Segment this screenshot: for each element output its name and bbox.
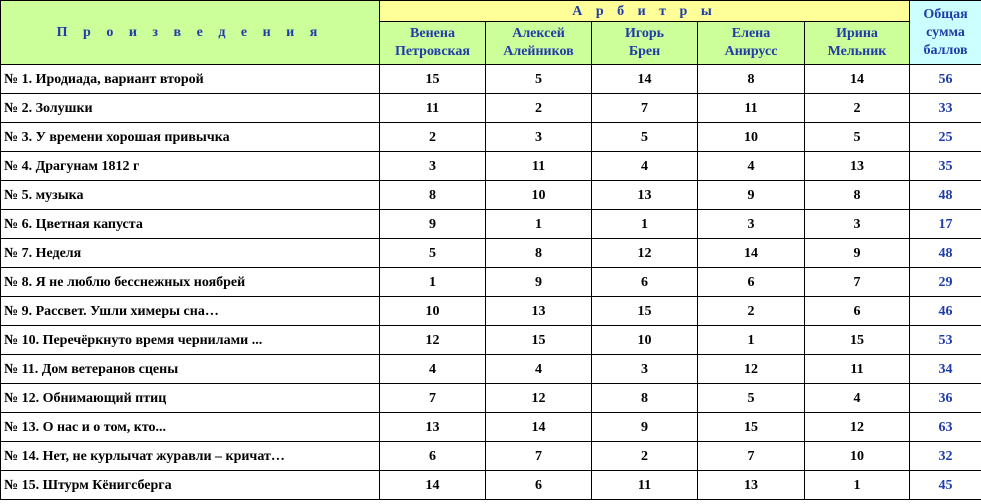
table-row [1, 181, 981, 210]
score-cell: 7 [592, 94, 698, 123]
judge-header-bren [592, 22, 698, 65]
total-score-cell: 34 [910, 355, 981, 384]
table-row [1, 94, 981, 123]
score-cell: 4 [805, 384, 910, 413]
score-cell: 5 [592, 123, 698, 152]
table-row [1, 442, 981, 471]
score-cell: 2 [380, 123, 486, 152]
work-title-cell: № 8. Я не люблю бесснежных ноябрей [1, 268, 380, 297]
score-cell: 14 [805, 65, 910, 94]
work-title-cell: № 11. Дом ветеранов сцены [1, 355, 380, 384]
score-cell: 13 [698, 471, 805, 500]
judge-header-melnik [805, 22, 910, 65]
score-cell: 13 [380, 413, 486, 442]
score-cell: 15 [592, 297, 698, 326]
score-cell: 11 [592, 471, 698, 500]
work-title-cell: № 10. Перечёркнуто время чернилами ... [1, 326, 380, 355]
score-cell: 13 [805, 152, 910, 181]
score-cell: 3 [698, 210, 805, 239]
score-cell: 1 [698, 326, 805, 355]
score-cell: 11 [486, 152, 592, 181]
table-row [1, 65, 981, 94]
score-cell: 9 [380, 210, 486, 239]
score-cell: 4 [380, 355, 486, 384]
score-cell: 5 [698, 384, 805, 413]
judge-first-name: Ирина [836, 26, 878, 41]
score-cell: 12 [805, 413, 910, 442]
score-cell: 12 [592, 239, 698, 268]
judge-last-name: Мельник [827, 44, 887, 59]
score-cell: 12 [380, 326, 486, 355]
total-score-cell: 53 [910, 326, 981, 355]
score-cell: 11 [698, 94, 805, 123]
total-header [910, 1, 981, 65]
table-row [1, 471, 981, 500]
total-score-cell: 29 [910, 268, 981, 297]
total-score-cell: 25 [910, 123, 981, 152]
score-cell: 15 [805, 326, 910, 355]
arbiters-header: А р б и т р ы [380, 1, 910, 22]
score-cell: 2 [486, 94, 592, 123]
table-row [1, 384, 981, 413]
work-title-cell: № 2. Золушки [1, 94, 380, 123]
total-score-cell: 32 [910, 442, 981, 471]
score-cell: 10 [486, 181, 592, 210]
total-header-line3: баллов [923, 42, 968, 58]
judge-last-name: Петровская [395, 44, 470, 59]
score-cell: 5 [380, 239, 486, 268]
work-title-cell: № 12. Обнимающий птиц [1, 384, 380, 413]
work-title-cell: № 14. Нет, не курлычат журавли – кричат… [1, 442, 380, 471]
score-cell: 4 [486, 355, 592, 384]
total-score-cell: 35 [910, 152, 981, 181]
judge-header-anirus [698, 22, 805, 65]
judge-header-petrovskaya [380, 22, 486, 65]
score-cell: 7 [486, 442, 592, 471]
score-cell: 15 [380, 65, 486, 94]
score-cell: 7 [380, 384, 486, 413]
table-row [1, 268, 981, 297]
work-title-cell: № 15. Штурм Кёнигсберга [1, 471, 380, 500]
score-cell: 4 [592, 152, 698, 181]
score-cell: 10 [698, 123, 805, 152]
table-row [1, 326, 981, 355]
score-cell: 3 [592, 355, 698, 384]
score-cell: 13 [592, 181, 698, 210]
score-cell: 3 [380, 152, 486, 181]
score-cell: 1 [486, 210, 592, 239]
table-row [1, 355, 981, 384]
score-cell: 8 [698, 65, 805, 94]
score-cell: 12 [486, 384, 592, 413]
total-score-cell: 45 [910, 471, 981, 500]
score-cell: 1 [380, 268, 486, 297]
total-score-cell: 46 [910, 297, 981, 326]
score-cell: 10 [805, 442, 910, 471]
score-cell: 5 [486, 65, 592, 94]
total-score-cell: 48 [910, 239, 981, 268]
table-row [1, 297, 981, 326]
score-cell: 15 [698, 413, 805, 442]
score-cell: 9 [805, 239, 910, 268]
score-cell: 6 [380, 442, 486, 471]
work-title-cell: № 6. Цветная капуста [1, 210, 380, 239]
score-cell: 10 [592, 326, 698, 355]
score-cell: 14 [486, 413, 592, 442]
total-header-line1: Общая [923, 6, 968, 22]
score-cell: 3 [486, 123, 592, 152]
score-cell: 2 [592, 442, 698, 471]
score-cell: 9 [486, 268, 592, 297]
work-title-cell: № 9. Рассвет. Ушли химеры сна… [1, 297, 380, 326]
total-score-cell: 36 [910, 384, 981, 413]
judge-last-name: Брен [628, 44, 661, 59]
table-row [1, 152, 981, 181]
score-cell: 10 [380, 297, 486, 326]
table-row [1, 210, 981, 239]
score-cell: 2 [698, 297, 805, 326]
total-score-cell: 48 [910, 181, 981, 210]
table-body [1, 65, 981, 500]
work-title-cell: № 5. музыка [1, 181, 380, 210]
judge-last-name: Алейников [503, 44, 574, 59]
judge-first-name: Венена [410, 26, 455, 41]
table-row [1, 123, 981, 152]
score-cell: 11 [805, 355, 910, 384]
score-cell: 7 [805, 268, 910, 297]
score-cell: 4 [698, 152, 805, 181]
score-cell: 6 [698, 268, 805, 297]
judge-header-aleynikov [486, 22, 592, 65]
score-cell: 9 [592, 413, 698, 442]
score-cell: 14 [380, 471, 486, 500]
works-header: П р о и з в е д е н и я [1, 1, 380, 65]
score-cell: 6 [592, 268, 698, 297]
score-cell: 11 [380, 94, 486, 123]
score-cell: 15 [486, 326, 592, 355]
score-cell: 8 [380, 181, 486, 210]
score-cell: 6 [486, 471, 592, 500]
table-row [1, 239, 981, 268]
score-cell: 3 [805, 210, 910, 239]
total-score-cell: 63 [910, 413, 981, 442]
score-cell: 9 [698, 181, 805, 210]
work-title-cell: № 1. Иродиада, вариант второй [1, 65, 380, 94]
score-cell: 12 [698, 355, 805, 384]
score-cell: 5 [805, 123, 910, 152]
total-header-line2: сумма [926, 24, 965, 40]
score-cell: 6 [805, 297, 910, 326]
total-score-cell: 17 [910, 210, 981, 239]
score-cell: 1 [805, 471, 910, 500]
score-cell: 8 [592, 384, 698, 413]
score-cell: 7 [698, 442, 805, 471]
score-cell: 13 [486, 297, 592, 326]
work-title-cell: № 4. Драгунам 1812 г [1, 152, 380, 181]
score-cell: 2 [805, 94, 910, 123]
work-title-cell: № 3. У времени хорошая привычка [1, 123, 380, 152]
total-score-cell: 33 [910, 94, 981, 123]
judge-last-name: Анирусс [724, 44, 778, 59]
total-score-cell: 56 [910, 65, 981, 94]
score-cell: 8 [805, 181, 910, 210]
work-title-cell: № 7. Неделя [1, 239, 380, 268]
judge-first-name: Алексей [512, 26, 565, 41]
judge-first-name: Елена [731, 26, 771, 41]
score-cell: 8 [486, 239, 592, 268]
score-cell: 1 [592, 210, 698, 239]
work-title-cell: № 13. О нас и о том, кто... [1, 413, 380, 442]
score-cell: 14 [592, 65, 698, 94]
judge-first-name: Игорь [624, 26, 665, 41]
score-cell: 14 [698, 239, 805, 268]
table-row [1, 413, 981, 442]
